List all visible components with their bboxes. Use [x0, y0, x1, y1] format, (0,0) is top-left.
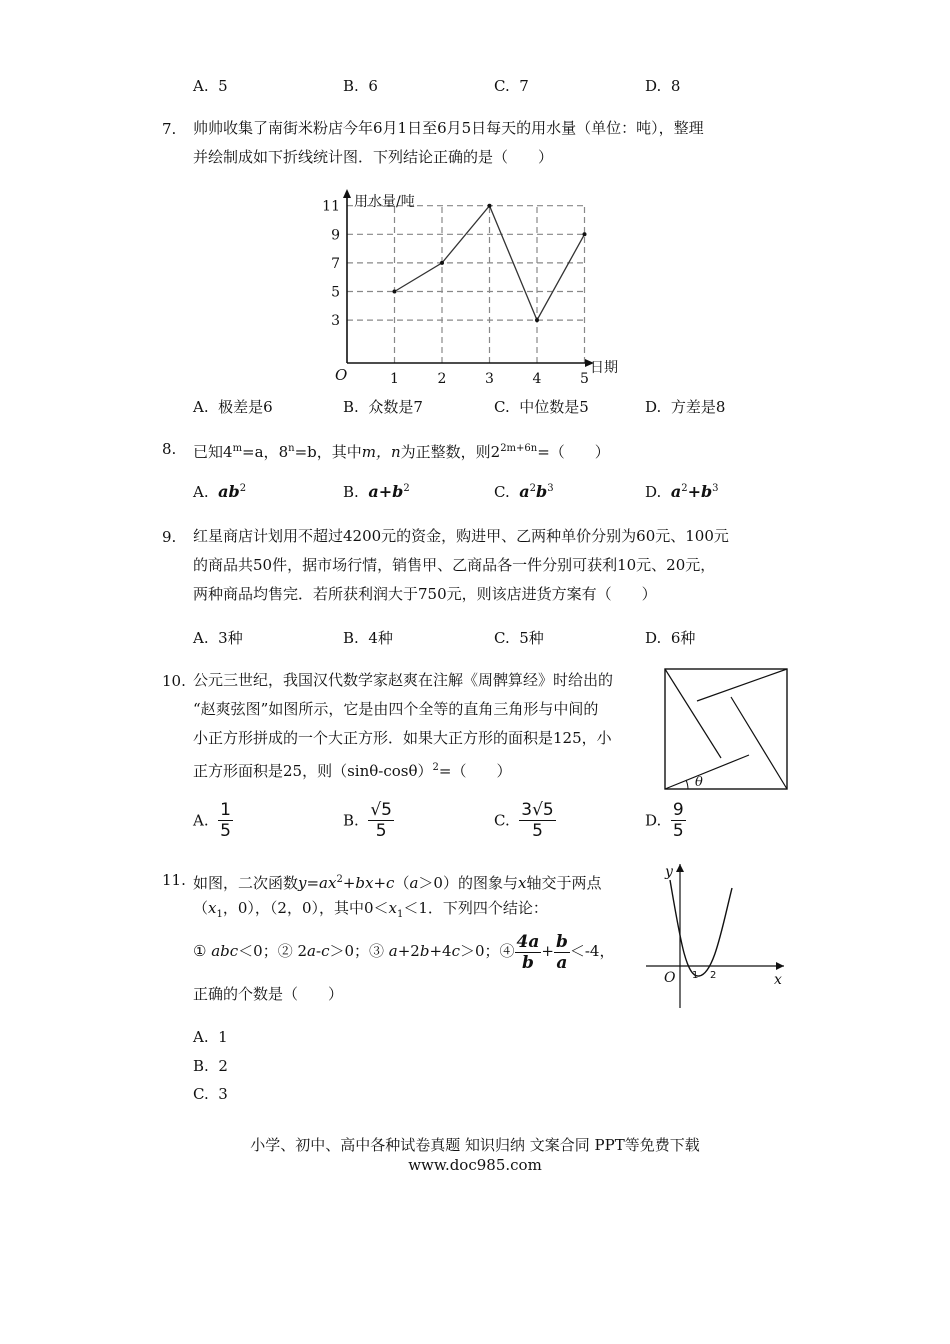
graph-tick-2: 2	[710, 970, 717, 981]
x-tick-label-4: 4	[532, 371, 542, 387]
q10-option-b: B. $\frac{√5}{5}$	[343, 800, 392, 841]
q10-line3: 小正方形拼成的一个大正方形．如果大正方形的面积是125，小	[193, 729, 612, 747]
chart-y-axis-label: 用水量/吨	[354, 194, 415, 210]
y-tick-label-11: 11	[322, 198, 340, 215]
q7-option-a: A. 极差是6	[193, 398, 273, 416]
q11-line1: 如图，二次函数$y=ax^2+bx+c(a>0)$的图象与x轴交于两点	[193, 874, 602, 892]
graph-tick-1: 1	[692, 970, 699, 981]
x-tick-label-2: 2	[437, 371, 447, 387]
chart-ticks	[322, 199, 589, 387]
q6-option-a: A. 5	[193, 77, 228, 95]
y-axis-arrow	[343, 189, 351, 198]
q10-line4: 正方形面积是25，则$(\sin\theta-\cos\theta)^2=$（ ）	[193, 762, 512, 780]
graph-origin-label: O	[664, 970, 676, 986]
q11-option-c: C. 3	[193, 1085, 228, 1103]
q9-option-b: B. 4种	[343, 629, 393, 647]
q6-option-d: D. 8	[645, 77, 681, 95]
q6-option-c: C. 7	[494, 77, 529, 95]
q7-line2: 并绘制成如下折线统计图．下列结论正确的是（ ）	[193, 148, 554, 166]
q7-number: 7.	[162, 120, 177, 138]
q11-line2: （$x_1$，0），（2，0），其中$0<x_1<1$．下列四个结论：	[193, 899, 548, 920]
q10-line2: “赵爽弦图”如图所示，它是由四个全等的直角三角形与中间的	[193, 700, 599, 718]
zhao-shuang-hypotenuse-diagram	[664, 668, 788, 790]
y-tick-label-9: 9	[331, 227, 340, 244]
y-tick-label-3: 3	[331, 313, 340, 330]
y-tick-label-7: 7	[331, 255, 340, 272]
data-point-4	[535, 318, 539, 322]
q8-option-b: B. $a+b^2$	[343, 482, 410, 501]
q6-option-b: B. 6	[343, 77, 378, 95]
x-tick-label-5: 5	[580, 371, 589, 387]
q9-option-c: C. 5种	[494, 629, 544, 647]
q9-line3: 两种商品均售完．若所获利润大于750元，则该店进货方案有（ ）	[193, 585, 657, 603]
q11-number: 11.	[162, 871, 186, 889]
q10-line1: 公元三世纪，我国汉代数学家赵爽在注解《周髀算经》时给出的	[193, 671, 614, 689]
graph-y-label: y	[665, 864, 673, 880]
q9-line1: 红星商店计划用不超过4200元的资金，购进甲、乙两种单价分别为60元、100元	[193, 527, 729, 545]
q7-option-b: B. 众数是7	[343, 398, 423, 416]
q8-stem: 已知$4^m=a$，$8^n=b$，其中m，n为正整数，则$2^{2m+6n}=$（ ）	[193, 443, 610, 461]
q11-line4: 正确的个数是（ ）	[193, 985, 344, 1003]
footer-promo-text: 小学、初中、高中各种试卷真题 知识归纳 文案合同 PPT等免费下载	[250, 1136, 700, 1154]
chart-origin-label: O	[335, 366, 348, 384]
q11-option-a: A. 1	[193, 1028, 228, 1046]
y-tick-label-5: 5	[331, 284, 340, 301]
q9-line2: 的商品共50件，据市场行情，销售甲、乙商品各一件分别可获利10元、20元，	[193, 556, 716, 574]
q7-option-c: C. 中位数是5	[494, 398, 589, 416]
q10-number: 10.	[162, 672, 186, 690]
q10-option-a: A. $\frac{1}{5}$	[193, 800, 231, 841]
footer-website-link[interactable]: www.doc985.com	[408, 1156, 542, 1174]
water-usage-line-chart	[320, 185, 640, 390]
data-point-2	[440, 261, 444, 265]
graph-x-label: x	[774, 972, 782, 988]
q7-option-d: D. 方差是8	[645, 398, 726, 416]
q10-option-d: D. $\frac{9}{5}$	[645, 800, 684, 841]
x-tick-label-3: 3	[485, 371, 494, 387]
q9-number: 9.	[162, 528, 177, 546]
chart-axes	[343, 189, 594, 367]
data-point-5	[583, 232, 587, 236]
chart-x-axis-label: 日期	[590, 360, 618, 376]
q8-option-c: C. $a^2b^3$	[494, 482, 554, 501]
x-tick-label-1: 1	[390, 371, 399, 387]
q11-line3: ① abc＜0；② 2a-c＞0；③ a+2b+4c＞0；④ $\frac{4a}{b}$ + $\frac{b}{a}$ ＜-4，	[193, 931, 615, 973]
chart-grid	[347, 206, 585, 363]
q9-option-a: A. 3种	[193, 629, 243, 647]
theta-label: θ	[695, 775, 703, 790]
data-point-1	[393, 290, 397, 294]
q9-option-d: D. 6种	[645, 629, 696, 647]
q8-option-a: A. $ab^2$	[193, 482, 247, 501]
q10-option-c: C. $\frac{3√5}{5}$	[494, 800, 554, 841]
parabola-graph	[642, 858, 790, 1014]
q8-option-d: D. $a^2+b^3$	[645, 482, 719, 501]
q7-line1: 帅帅收集了南街米粉店今年6月1日至6月5日每天的用水量（单位：吨），整理	[193, 119, 704, 137]
q11-option-b: B. 2	[193, 1057, 228, 1075]
data-point-3	[488, 204, 492, 208]
q8-number: 8.	[162, 440, 177, 458]
